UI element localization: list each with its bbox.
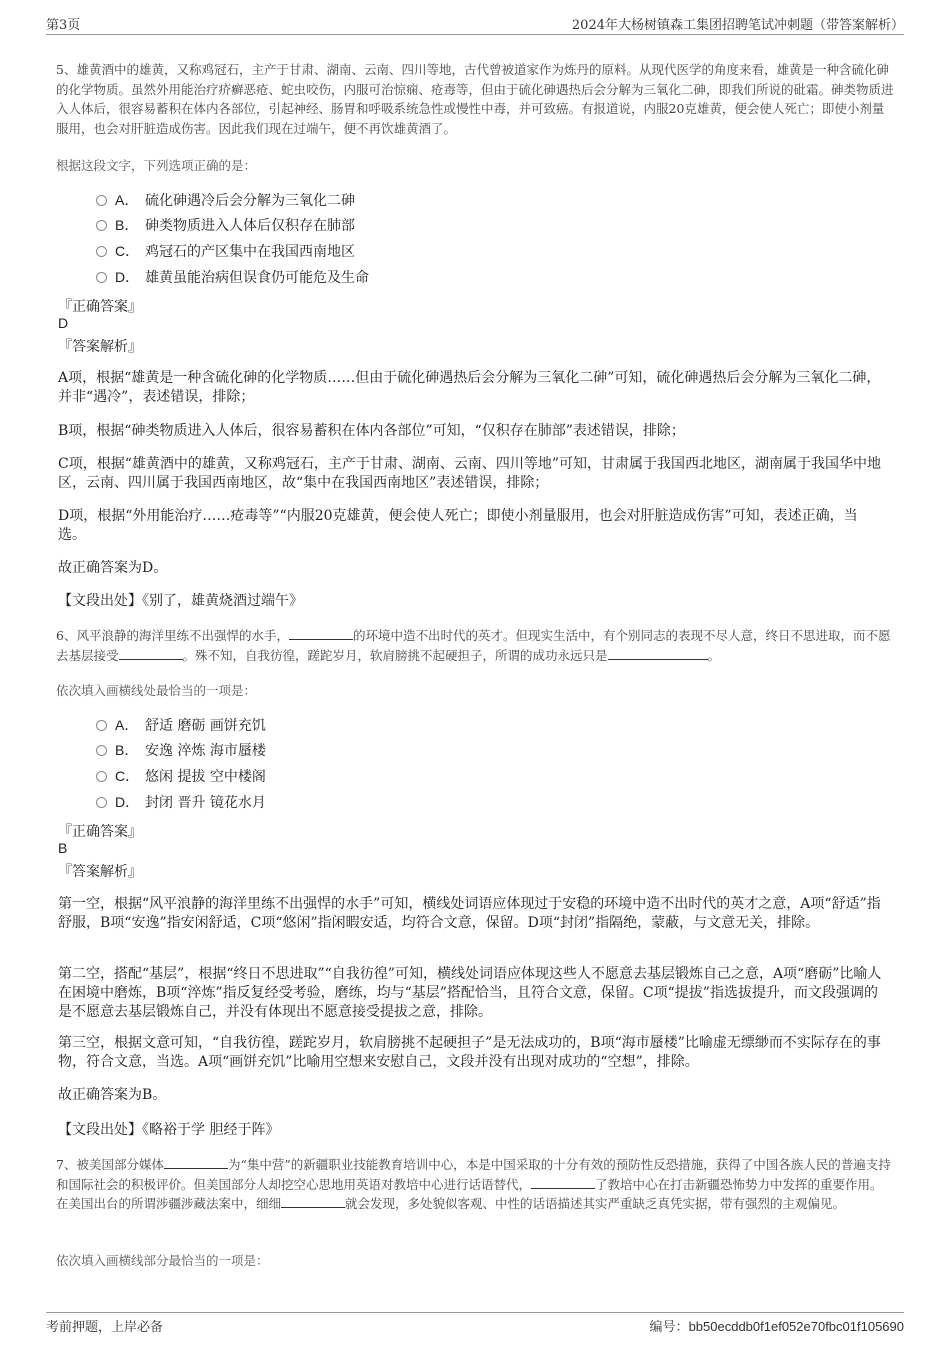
radio-icon[interactable] (96, 195, 107, 206)
q6-analysis-blank-1: 第一空，根据“风平浪静的海洋里练不出强悍的水手”可知，横线处词语应体现过于安稳的环境中造不出时代的英才之意，A项“舒适”指舒服，B项“安逸”指安闲舒适，C项“悠闲”指闲暇安适，均符合文意，保留。D项“封闭”指隔绝，蒙蔽，与文意无关，排除。 (58, 896, 881, 931)
q6-option-c[interactable]: C． 悠闲 提拔 空中楼阁 (96, 766, 266, 786)
q6-answer-label: 『正确答案』 (58, 824, 142, 840)
blank-line[interactable] (281, 1195, 345, 1208)
document-code (650, 1316, 904, 1335)
code-label: 编号： (649, 1319, 689, 1334)
q5-analysis-b: B项，根据“砷类物质进入人体后，很容易蓄积在体内各部位”可知，“仅积存在肺部”表述错误，排除； (58, 423, 685, 439)
q6-option-d[interactable]: D． 封闭 晋升 镜花水月 (96, 792, 266, 812)
q5-analysis-c: C项，根据“雄黄酒中的雄黄，又称鸡冠石，主产于甘肃、湖南、云南、四川等地”可知，甘肃属于我国西北地区，湖南属于我国华中地区，云南、四川属于我国西南地区，故“集中在我国西南地区”表述错误，排除； (58, 456, 882, 491)
radio-icon[interactable] (96, 797, 107, 808)
question-5-text: 5、雄黄酒中的雄黄，又称鸡冠石，主产于甘肃、湖南、云南、四川等地，古代曾被道家作为炼丹的原料。从现代医学的角度来看，雄黄是一种含硫化砷的化学物质。虽然外用能治疗疥癣恶疮、蛇虫咬伤，内服可治惊痫、疮毒等，但由于硫化砷遇热后会分解为三氧化二砷，即我们所说的砒霜。砷类物质进入人体后，很容易蓄积在体内各部位，引起神经、肠胃和呼吸系统急性或慢性中毒，并可致癌。有报道说，内服20克雄黄，便会使人死亡；即使小剂量服用，也会对肝脏造成伤害。因此我们现在过端午，便不再饮雄黄酒了。 (56, 62, 894, 137)
question-6-text: 6、风平浪静的海洋里练不出强悍的水手， 的环境中造不出时代的英才。但现实生活中，有个别同志的表现不尽人意，终日不思进取，而不愿去基层接受 。殊不知，自我彷徨，蹉跎岁月，软肩膀挑不起硬担子，所谓的成功永远只是 。 (56, 628, 891, 663)
q5-answer: D (58, 315, 69, 331)
q5-option-a[interactable]: A． 硫化砷遇冷后会分解为三氧化二砷 (96, 190, 355, 210)
code-value: bb50ecddb0f1ef052e70fbc01f105690 (688, 1319, 904, 1334)
blank-line[interactable] (531, 1176, 595, 1189)
q5-answer-label: 『正确答案』 (58, 299, 142, 315)
question-7-text: 7、被美国部分媒体 为“集中营”的新疆职业技能教育培训中心，本是中国采取的十分有效的预防性反恐措施，获得了中国各族人民的普遍支持和国际社会的积极评价。但美国部分人却挖空心思地用英语对教培中心进行话语替代， 了教培中心在打击新疆恐怖势力中发挥的重要作用。在美国出台的所谓涉疆涉藏法案中，细细 就会发现，多处貌似客观、中性的话语描述其实严重缺乏真凭实据，带有强烈的主观偏见。 (56, 1157, 891, 1212)
page-header (46, 14, 904, 35)
q5-option-b[interactable]: B． 砷类物质进入人体后仅积存在肺部 (96, 215, 355, 235)
document-title: 2024年大杨树镇森工集团招聘笔试冲刺题（带答案解析） (571, 18, 904, 33)
q5-analysis-label: 『答案解析』 (58, 339, 142, 355)
question-5-prompt: 根据这段文字，下列选项正确的是： (56, 158, 257, 173)
q6-option-b[interactable]: B． 安逸 淬炼 海市蜃楼 (96, 740, 266, 760)
q5-source: 【文段出处】《别了，雄黄烧酒过端午》 (58, 593, 303, 609)
q5-option-d[interactable]: D． 雄黄虽能治病但误食仍可能危及生命 (96, 267, 369, 287)
question-6-prompt: 依次填入画横线处最恰当的一项是： (56, 683, 257, 698)
page-number: 第3页 (46, 18, 81, 33)
q6-analysis-label: 『答案解析』 (58, 864, 142, 880)
q6-answer: B (58, 840, 68, 856)
q5-analysis-a: A项，根据“雄黄是一种含硫化砷的化学物质……但由于硫化砷遇热后会分解为三氧化二砷”可知，硫化砷遇热后会分解为三氧化二砷，并非“遇冷”，表述错误，排除； (58, 370, 881, 405)
q5-analysis-d: D项，根据“外用能治疗……疮毒等”“内服20克雄黄，便会使人死亡；即使小剂量服用，也会对肝脏造成伤害”可知，表述正确，当选。 (58, 508, 858, 543)
radio-icon[interactable] (96, 220, 107, 231)
radio-icon[interactable] (96, 272, 107, 283)
blank-line[interactable] (164, 1156, 228, 1169)
q5-option-c[interactable]: C． 鸡冠石的产区集中在我国西南地区 (96, 241, 355, 261)
blank-line[interactable] (289, 627, 353, 640)
blank-line[interactable] (608, 647, 708, 660)
footer-slogan: 考前押题，上岸必备 (46, 1320, 164, 1335)
question-7-prompt: 依次填入画横线部分最恰当的一项是： (56, 1253, 269, 1268)
q6-analysis-blank-2: 第二空，搭配“基层”，根据“终日不思进取”“自我彷徨”可知，横线处词语应体现这些人不愿意去基层锻炼自己之意，A项“磨砺”比喻人在困境中磨炼，B项“淬炼”指反复经受考验，磨练，均与“基层”搭配恰当，且符合文意，保留。C项“提拔”指选拔提升，而文段强调的是不愿意去基层锻炼自己，并没有体现出不愿意接受提拔之意，排除。 (58, 966, 882, 1020)
page-footer (46, 1312, 904, 1335)
blank-line[interactable] (119, 647, 183, 660)
q5-conclusion: 故正确答案为D。 (58, 560, 168, 576)
q6-analysis-blank-3: 第三空，根据文意可知，“自我彷徨，蹉跎岁月，软肩膀挑不起硬担子”是无法成功的，B项“海市蜃楼”比喻虚无缥缈而不实际存在的事物，符合文意，当选。A项“画饼充饥”比喻用空想来安慰自己，文段并没有出现对成功的“空想”，排除。 (58, 1035, 881, 1070)
q6-conclusion: 故正确答案为B。 (58, 1087, 167, 1103)
radio-icon[interactable] (96, 745, 107, 756)
q6-option-a[interactable]: A． 舒适 磨砺 画饼充饥 (96, 715, 266, 735)
q6-source: 【文段出处】《略裕于学 胆经于阵》 (58, 1122, 280, 1138)
radio-icon[interactable] (96, 720, 107, 731)
radio-icon[interactable] (96, 771, 107, 782)
radio-icon[interactable] (96, 246, 107, 257)
